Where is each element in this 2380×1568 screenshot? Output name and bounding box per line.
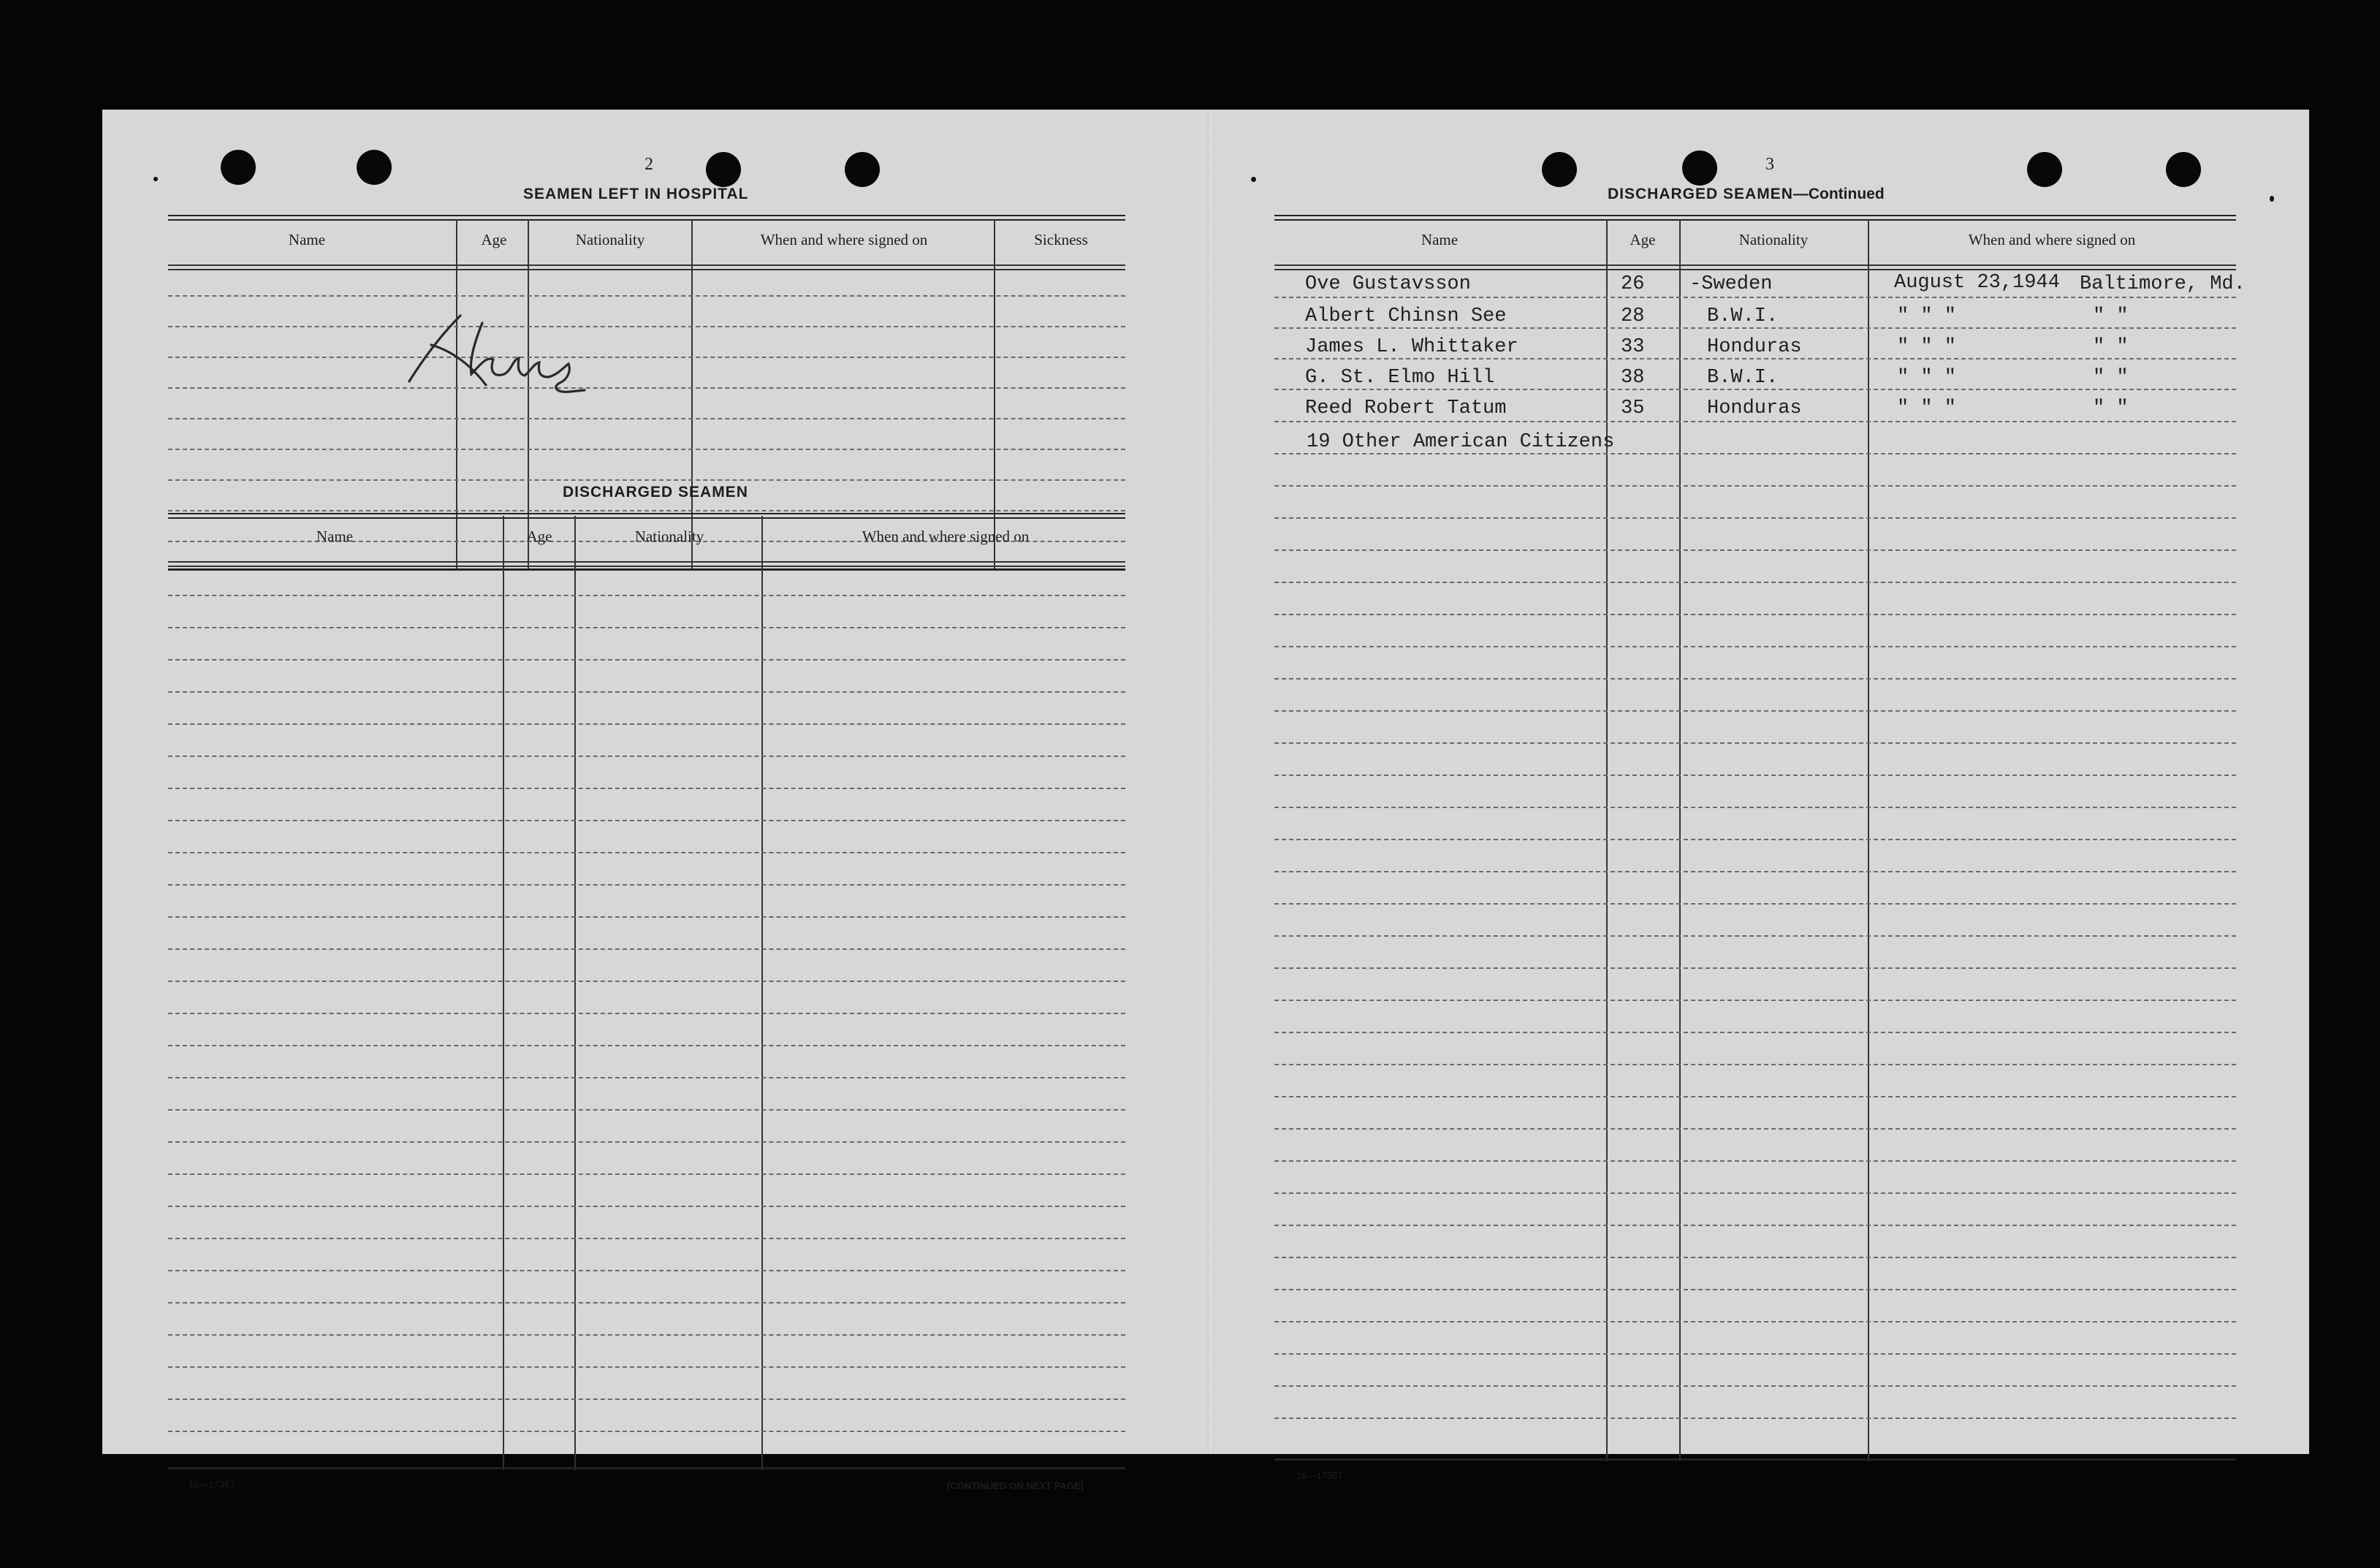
handwritten-none-signature xyxy=(387,301,636,411)
cell-signed-on-place: " " xyxy=(2093,336,2129,358)
row-line xyxy=(1274,710,2236,712)
speck xyxy=(1251,177,1256,182)
row-line xyxy=(168,326,1125,327)
header-underline xyxy=(1274,264,2236,266)
column-divider xyxy=(1868,219,1869,1461)
row-line xyxy=(1274,1289,2236,1290)
column-divider xyxy=(1679,219,1681,1461)
cell-name: Reed Robert Tatum xyxy=(1305,397,1507,419)
row-line xyxy=(1274,1385,2236,1387)
section-title-text: DISCHARGED SEAMEN xyxy=(1608,186,1793,202)
punch-hole xyxy=(2166,152,2201,187)
row-line xyxy=(168,1398,1125,1400)
row-line xyxy=(168,1173,1125,1175)
row-line xyxy=(1274,358,2236,359)
row-line xyxy=(168,510,1125,511)
cell-nationality: Honduras xyxy=(1707,336,1802,358)
cell-signed-on-date: " " " xyxy=(1897,305,1957,327)
row-line xyxy=(168,387,1125,389)
row-line xyxy=(1274,485,2236,487)
header-underline xyxy=(168,269,1125,270)
punch-hole xyxy=(1542,152,1577,187)
section-title-discharged-continued xyxy=(1608,186,1885,203)
header-underline xyxy=(168,561,1125,563)
row-line xyxy=(168,1334,1125,1336)
form-number: 16—17387 xyxy=(189,1479,235,1490)
document-sheet xyxy=(102,110,2309,1491)
row-line xyxy=(1274,967,2236,969)
row-line xyxy=(1274,327,2236,329)
column-header-signed-on: When and where signed on xyxy=(862,528,1030,545)
cell-nationality: B.W.I. xyxy=(1707,367,1779,389)
row-line xyxy=(1274,1096,2236,1097)
cell-signed-on-date: " " " xyxy=(1897,336,1957,358)
cell-signed-on-date: " " " xyxy=(1897,397,1957,419)
row-line xyxy=(1274,297,2236,298)
column-header-nationality: Nationality xyxy=(575,231,645,248)
row-line xyxy=(168,1270,1125,1271)
column-header-name: Name xyxy=(1421,231,1459,248)
top-rule xyxy=(1274,215,2236,221)
row-line xyxy=(1274,807,2236,808)
row-line xyxy=(1274,1192,2236,1194)
page-number: 2 xyxy=(645,155,653,174)
cell-age: 33 xyxy=(1621,336,1645,358)
row-line xyxy=(168,852,1125,853)
column-header-signed-on: When and where signed on xyxy=(1968,231,2136,248)
speck xyxy=(153,177,158,181)
cell-signed-on-place: " " xyxy=(2093,397,2129,419)
column-header-name: Name xyxy=(288,231,326,248)
row-line xyxy=(1274,1321,2236,1322)
cell-nationality: -Sweden xyxy=(1689,273,1773,295)
row-line xyxy=(1274,1257,2236,1258)
row-line xyxy=(1274,614,2236,615)
row-line xyxy=(168,820,1125,821)
row-line xyxy=(168,788,1125,789)
cell-name: Ove Gustavsson xyxy=(1305,273,1471,295)
row-line xyxy=(168,1366,1125,1368)
row-line xyxy=(1274,1032,2236,1033)
row-line xyxy=(168,884,1125,886)
row-line xyxy=(168,981,1125,982)
row-line xyxy=(1274,1225,2236,1226)
row-line xyxy=(1274,1353,2236,1355)
cell-signed-on-date: " " " xyxy=(1897,367,1957,389)
punch-hole xyxy=(706,152,741,187)
row-line xyxy=(168,723,1125,725)
row-line xyxy=(168,479,1125,481)
top-rule xyxy=(168,513,1125,519)
speck xyxy=(2270,196,2274,202)
column-divider xyxy=(1606,219,1608,1461)
punch-hole xyxy=(2027,152,2062,187)
cell-signed-on-date: August 23,1944 xyxy=(1894,272,2060,294)
column-header-name: Name xyxy=(316,528,354,545)
row-line xyxy=(168,1141,1125,1143)
row-line xyxy=(168,418,1125,419)
cell-signed-on-place: " " xyxy=(2093,305,2129,327)
row-line xyxy=(168,1206,1125,1207)
row-line xyxy=(168,357,1125,358)
header-underline xyxy=(1274,269,2236,270)
row-line xyxy=(1274,582,2236,583)
cell-nationality: B.W.I. xyxy=(1707,305,1779,327)
row-line xyxy=(1274,1064,2236,1065)
row-line xyxy=(168,659,1125,661)
row-line xyxy=(168,916,1125,918)
row-line xyxy=(168,691,1125,693)
column-header-age: Age xyxy=(481,231,507,248)
section-title-hospital: SEAMEN LEFT IN HOSPITAL xyxy=(523,186,749,202)
section-title-suffix: —Continued xyxy=(1792,186,1885,202)
column-header-sickness: Sickness xyxy=(1034,231,1088,248)
column-header-age: Age xyxy=(526,528,552,545)
cell-signed-on-place: " " xyxy=(2093,367,2129,389)
row-line xyxy=(168,1238,1125,1239)
header-underline xyxy=(168,566,1125,567)
row-line xyxy=(168,1109,1125,1111)
row-line xyxy=(168,756,1125,757)
bottom-rule xyxy=(168,568,1125,571)
row-line xyxy=(1274,453,2236,454)
page-number: 3 xyxy=(1765,155,1774,174)
row-line xyxy=(168,1013,1125,1014)
row-line xyxy=(168,295,1125,297)
cell-age: 26 xyxy=(1621,273,1645,295)
row-line xyxy=(1274,903,2236,905)
cell-name: 19 Other American Citizens xyxy=(1307,431,1615,453)
cell-age: 28 xyxy=(1621,305,1645,327)
row-line xyxy=(1274,1160,2236,1162)
row-line xyxy=(1274,871,2236,872)
row-line xyxy=(168,1431,1125,1432)
cell-age: 35 xyxy=(1621,397,1645,419)
bottom-rule xyxy=(1274,1458,2236,1461)
row-line xyxy=(1274,1128,2236,1130)
cell-name: James L. Whittaker xyxy=(1305,336,1518,358)
form-number: 16—17387 xyxy=(1296,1470,1343,1481)
row-line xyxy=(168,1077,1125,1078)
cell-name: G. St. Elmo Hill xyxy=(1305,367,1495,389)
cell-signed-on-place: Baltimore, Md. xyxy=(2080,273,2246,295)
column-header-nationality: Nationality xyxy=(1738,231,1809,248)
row-line xyxy=(1274,839,2236,840)
punch-hole xyxy=(845,152,880,187)
row-line xyxy=(168,595,1125,596)
punch-hole xyxy=(1682,151,1717,186)
cell-name: Albert Chinsn See xyxy=(1305,305,1507,327)
row-line xyxy=(1274,775,2236,776)
row-line xyxy=(1274,678,2236,680)
row-line xyxy=(1274,1417,2236,1419)
top-rule xyxy=(168,215,1125,221)
row-line xyxy=(1274,742,2236,744)
row-line xyxy=(168,948,1125,950)
row-line xyxy=(1274,1000,2236,1001)
column-header-age: Age xyxy=(1630,231,1656,248)
row-line xyxy=(1274,549,2236,551)
header-underline xyxy=(168,264,1125,266)
row-line xyxy=(1274,935,2236,937)
column-header-nationality: Nationality xyxy=(634,528,704,545)
punch-hole xyxy=(357,150,392,185)
column-header-signed-on: When and where signed on xyxy=(760,231,928,248)
bottom-rule xyxy=(168,1467,1125,1469)
row-line xyxy=(1274,389,2236,390)
row-line xyxy=(168,627,1125,628)
section-title-discharged: DISCHARGED SEAMEN xyxy=(563,484,748,501)
row-line xyxy=(1274,517,2236,519)
row-line xyxy=(1274,646,2236,647)
row-line xyxy=(1274,421,2236,422)
row-line xyxy=(168,449,1125,450)
row-line xyxy=(168,1302,1125,1304)
cell-nationality: Honduras xyxy=(1707,397,1802,419)
continued-note: [CONTINUED ON NEXT PAGE] xyxy=(947,1480,1084,1491)
page-fold xyxy=(1207,110,1214,1454)
cell-age: 38 xyxy=(1621,367,1645,389)
row-line xyxy=(168,1045,1125,1046)
punch-hole xyxy=(221,150,256,185)
